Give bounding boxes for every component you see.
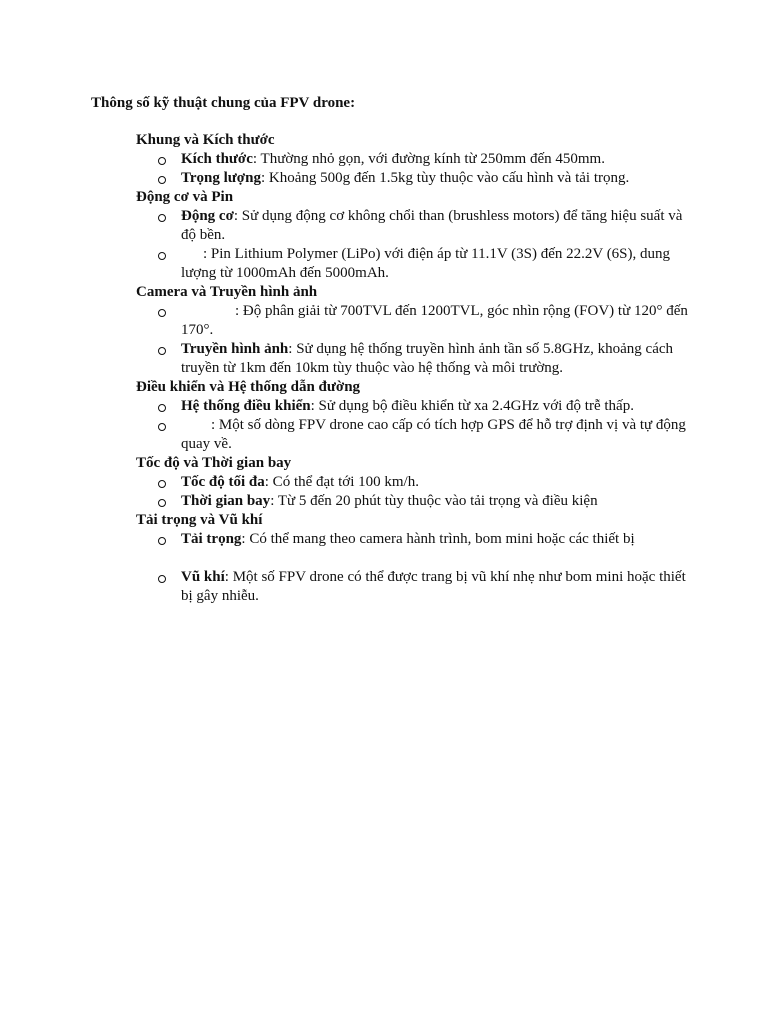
item-text: : Khoảng 500g đến 1.5kg tùy thuộc vào cấu hình và tải trọng.	[260, 170, 630, 186]
sections-container	[136, 131, 696, 606]
bullet-list	[136, 150, 696, 188]
circle-bullet-icon	[158, 480, 166, 488]
item-text: : Một số FPV drone có thể được trang bị vũ khí nhẹ như bom mini hoặc thiết bị gây nhiễu.	[181, 569, 686, 604]
item-text: : Từ 5 đến 20 phút tùy thuộc vào tải trọng và điều kiện	[270, 493, 598, 509]
section-speed-flight-time	[136, 454, 696, 511]
section-camera-video	[136, 283, 696, 378]
bullet-list	[136, 473, 696, 511]
circle-bullet-icon	[158, 309, 166, 317]
list-item	[136, 150, 696, 169]
item-term: Động cơ	[181, 208, 234, 224]
circle-bullet-icon	[158, 347, 166, 355]
circle-bullet-icon	[158, 252, 166, 260]
item-term: Trọng lượng	[181, 170, 261, 186]
list-item	[136, 530, 696, 549]
item-text: : Có thể đạt tới 100 km/h.	[264, 474, 419, 490]
section-heading: Tải trọng và Vũ khí	[136, 512, 263, 528]
bullet-list	[136, 397, 696, 454]
bullet-list	[136, 530, 696, 606]
item-term: Truyền hình ảnh	[181, 341, 289, 357]
section-heading: Tốc độ và Thời gian bay	[136, 455, 292, 471]
circle-bullet-icon	[158, 423, 166, 431]
item-term: Kích thước	[181, 151, 253, 167]
item-term: Hệ thống điều khiển	[181, 398, 311, 414]
item-term: Thời gian bay	[181, 493, 271, 509]
document-title: Thông số kỹ thuật chung của FPV drone:	[91, 95, 356, 111]
section-frame-size	[136, 131, 696, 188]
section-heading: Động cơ và Pin	[136, 189, 234, 205]
circle-bullet-icon	[158, 214, 166, 222]
section-heading: Điều khiển và Hệ thống dẫn đường	[136, 379, 361, 395]
item-text: : Pin Lithium Polymer (LiPo) với điện áp từ 11.1V (3S) đến 22.2V (6S), dung lượng từ 1000mAh đến 5000mAh.	[181, 246, 671, 281]
section-control-navigation	[136, 378, 696, 454]
item-term: Tốc độ tối đa	[181, 474, 265, 490]
list-item	[136, 245, 696, 283]
list-item	[136, 492, 696, 511]
circle-bullet-icon	[158, 404, 166, 412]
item-text: : Có thể mang theo camera hành trình, bom mini hoặc các thiết bị	[241, 531, 635, 547]
list-item	[136, 473, 696, 492]
item-text: : Độ phân giải từ 700TVL đến 1200TVL, góc nhìn rộng (FOV) từ 120° đến 170°.	[181, 303, 688, 338]
bullet-list	[136, 302, 696, 378]
item-term: Tải trọng	[181, 531, 242, 547]
circle-bullet-icon	[158, 157, 166, 165]
list-item	[136, 416, 696, 454]
circle-bullet-icon	[158, 575, 166, 583]
list-item	[136, 568, 696, 606]
section-heading: Camera và Truyền hình ảnh	[136, 284, 318, 300]
list-item	[136, 302, 696, 340]
item-term: Vũ khí	[181, 569, 225, 585]
list-item	[136, 397, 696, 416]
item-text: : Một số dòng FPV drone cao cấp có tích hợp GPS để hỗ trợ định vị và tự động quay về.	[181, 417, 686, 452]
section-heading: Khung và Kích thước	[136, 132, 275, 148]
list-item	[136, 207, 696, 245]
item-text: : Thường nhỏ gọn, với đường kính từ 250mm đến 450mm.	[252, 151, 605, 167]
circle-bullet-icon	[158, 537, 166, 545]
bullet-list	[136, 207, 696, 283]
item-text: : Sử dụng hệ thống truyền hình ảnh tần số 5.8GHz, khoảng cách truyền từ 1km đến 10km tùy thuộc vào hệ thống và môi trường.	[181, 341, 674, 376]
circle-bullet-icon	[158, 176, 166, 184]
circle-bullet-icon	[158, 499, 166, 507]
section-motor-battery	[136, 188, 696, 283]
item-text: : Sử dụng động cơ không chổi than (brushless motors) để tăng hiệu suất và độ bền.	[181, 208, 683, 243]
list-item	[136, 340, 696, 378]
list-item	[136, 169, 696, 188]
section-payload-weapons	[136, 511, 696, 606]
item-text: : Sử dụng bộ điều khiển từ xa 2.4GHz với độ trễ thấp.	[310, 398, 634, 414]
